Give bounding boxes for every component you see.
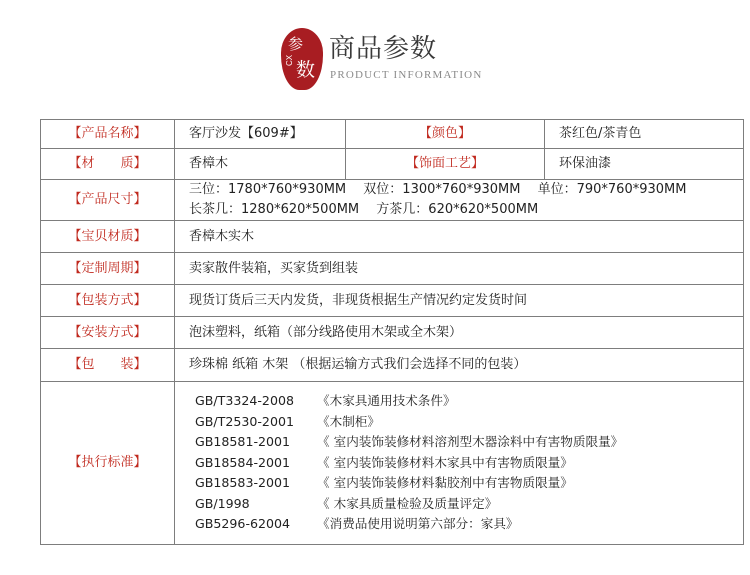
spec-value-material: 香樟木 bbox=[175, 149, 346, 180]
standard-code: GB18583-2001 bbox=[195, 475, 291, 491]
standard-code: GB5296-62004 bbox=[195, 516, 291, 532]
table-row bbox=[41, 317, 744, 349]
table-row bbox=[41, 382, 744, 545]
spec-value-custom: 卖家散件装箱，买家货到组装 bbox=[175, 253, 744, 285]
list-item bbox=[195, 432, 743, 453]
size-sofa-one: 单位：790*760*930MM bbox=[537, 182, 687, 197]
table-row bbox=[41, 253, 744, 285]
standard-desc: 《 室内装饰装修材料黏胶剂中有害物质限量》 bbox=[317, 475, 573, 491]
spec-value-exec bbox=[175, 382, 744, 545]
size-long-table: 长茶几：1280*620*500MM bbox=[189, 202, 360, 217]
size-sofa-two: 双位：1300*760*930MM bbox=[363, 182, 521, 197]
size-line-2 bbox=[189, 200, 743, 220]
standard-code: GB/1998 bbox=[195, 495, 250, 511]
section-subtitle: PRODUCT INFORMATION bbox=[330, 69, 483, 81]
spec-label-finish: 【饰面工艺】 bbox=[346, 149, 545, 180]
spec-label-pack: 【包 装】 bbox=[41, 349, 175, 382]
standard-desc: 《消费品使用说明第六部分：家具》 bbox=[317, 516, 519, 532]
section-header bbox=[0, 0, 750, 118]
standard-code: GB18581-2001 bbox=[195, 434, 291, 450]
standard-code: GB/T2530-2001 bbox=[195, 413, 294, 429]
spec-label-ship: 【包装方式】 bbox=[41, 285, 175, 317]
spec-value-pack: 珍珠棉 纸箱 木架 （根据运输方式我们会选择不同的包装） bbox=[175, 349, 744, 382]
section-title: 商品参数 bbox=[329, 34, 438, 64]
size-square-table: 方茶几：620*620*500MM bbox=[376, 202, 539, 217]
standard-code: GB/T3324-2008 bbox=[195, 392, 294, 408]
spec-value-color: 茶红色/茶青色 bbox=[545, 120, 744, 149]
spec-label-material: 【材 质】 bbox=[41, 149, 175, 180]
spec-label-custom: 【定制周期】 bbox=[41, 253, 175, 285]
product-spec-table bbox=[40, 119, 744, 545]
table-row bbox=[41, 120, 744, 149]
standard-desc: 《 室内装饰装修材料溶剂型木器涂料中有害物质限量》 bbox=[317, 434, 624, 450]
spec-value-name: 客厅沙发【609#】 bbox=[175, 120, 346, 149]
list-item bbox=[195, 412, 743, 433]
list-item bbox=[195, 473, 743, 494]
table-row bbox=[41, 149, 744, 180]
seal-char-1: 参 bbox=[288, 35, 304, 53]
spec-label-wood: 【宝贝材质】 bbox=[41, 221, 175, 253]
list-item bbox=[195, 391, 743, 412]
list-item bbox=[195, 453, 743, 474]
spec-value-wood: 香樟木实木 bbox=[175, 221, 744, 253]
standards-list bbox=[175, 391, 743, 535]
table-row bbox=[41, 221, 744, 253]
seal-char-2: 数 bbox=[296, 59, 316, 81]
spec-label-size: 【产品尺寸】 bbox=[41, 180, 175, 221]
table-row bbox=[41, 349, 744, 382]
spec-label-name: 【产品名称】 bbox=[41, 120, 175, 149]
spec-label-exec: 【执行标准】 bbox=[41, 382, 175, 545]
size-line-1 bbox=[189, 180, 743, 200]
spec-value-size bbox=[175, 180, 744, 221]
spec-value-finish: 环保油漆 bbox=[545, 149, 744, 180]
standard-desc: 《 室内装饰装修材料木家具中有害物质限量》 bbox=[317, 454, 573, 470]
size-sofa-three: 三位：1780*760*930MM bbox=[189, 182, 347, 197]
list-item bbox=[195, 494, 743, 515]
table-row bbox=[41, 285, 744, 317]
seal-sub-text: CX bbox=[285, 54, 294, 66]
spec-value-install: 泡沫塑料，纸箱（部分线路使用木架或全木架） bbox=[175, 317, 744, 349]
standard-desc: 《木制柜》 bbox=[317, 413, 380, 429]
seal-logo bbox=[281, 28, 323, 90]
spec-label-install: 【安装方式】 bbox=[41, 317, 175, 349]
table-row bbox=[41, 180, 744, 221]
standard-desc: 《木家具通用技术条件》 bbox=[317, 392, 456, 408]
spec-label-color: 【颜色】 bbox=[346, 120, 545, 149]
standard-code: GB18584-2001 bbox=[195, 454, 291, 470]
standard-desc: 《 木家具质量检验及质量评定》 bbox=[317, 495, 498, 511]
list-item bbox=[195, 514, 743, 535]
spec-value-ship: 现货订货后三天内发货，非现货根据生产情况约定发货时间 bbox=[175, 285, 744, 317]
